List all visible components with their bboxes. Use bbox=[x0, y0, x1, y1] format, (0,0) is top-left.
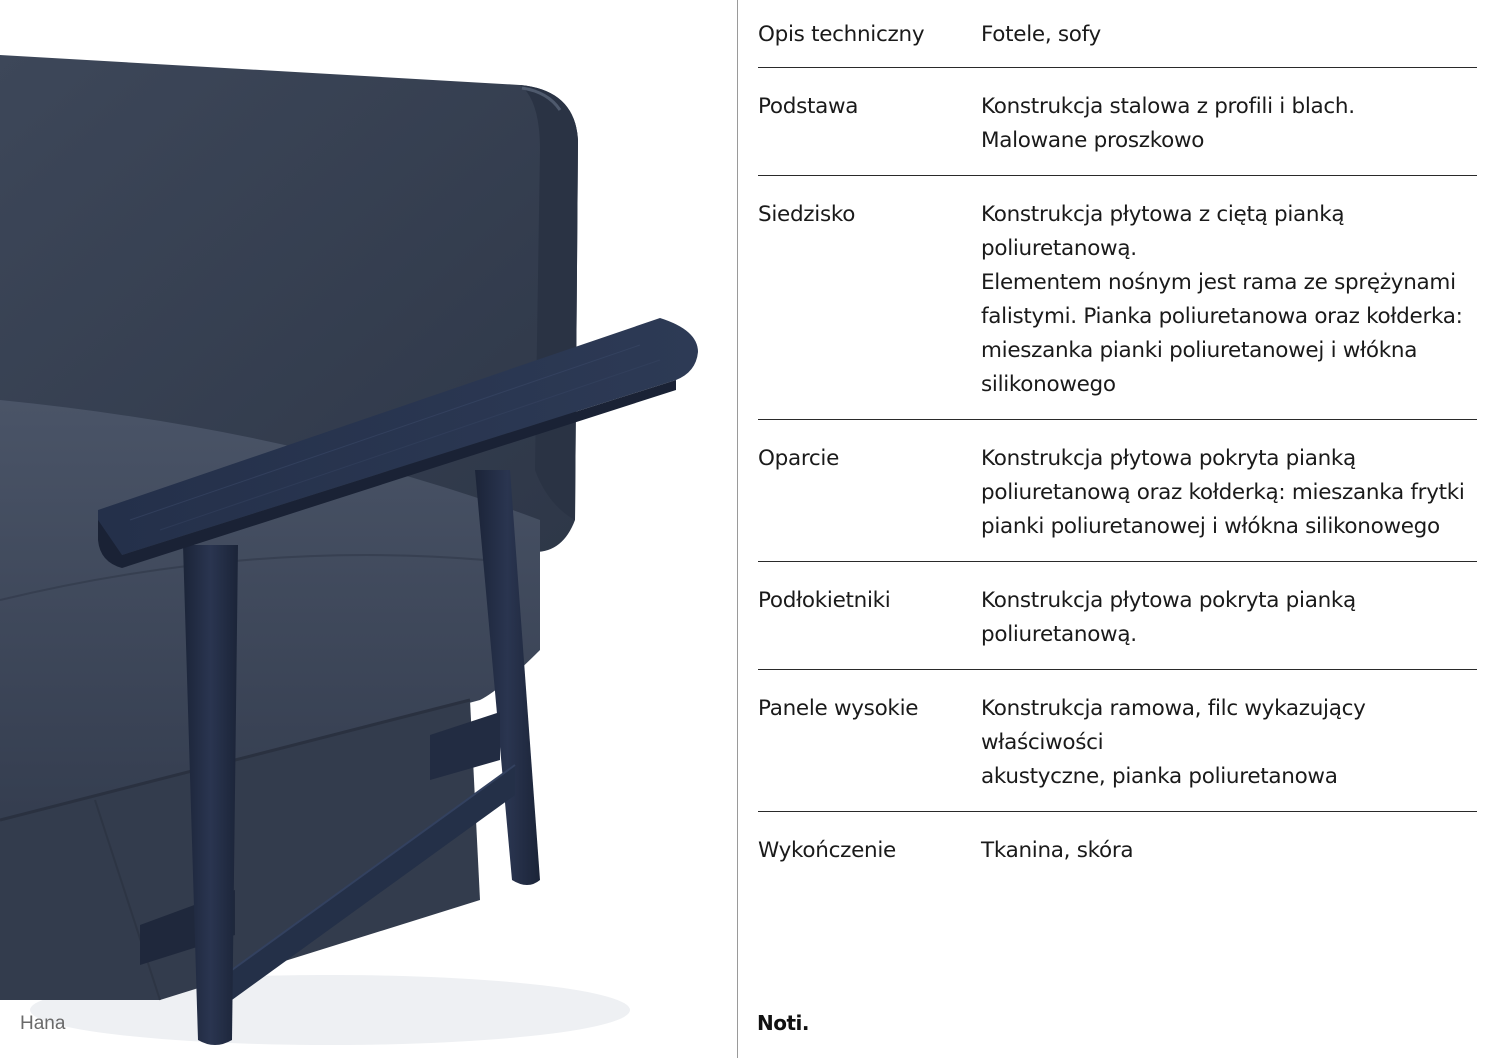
spec-row-wykonczenie bbox=[758, 812, 1477, 885]
product-photo bbox=[0, 0, 737, 1058]
spec-row-oparcie bbox=[758, 420, 1477, 562]
spec-row-panele bbox=[758, 670, 1477, 812]
spec-value: Konstrukcja stalowa z profili i blach. Malowane proszkowo bbox=[981, 94, 1355, 153]
spec-label: Wykończenie bbox=[758, 838, 896, 863]
spec-value: Fotele, sofy bbox=[981, 22, 1101, 47]
spec-row-opis bbox=[758, 0, 1477, 68]
spec-label: Panele wysokie bbox=[758, 696, 919, 721]
product-name-caption: Hana bbox=[20, 1013, 66, 1034]
spec-label: Oparcie bbox=[758, 446, 840, 471]
spec-value: Tkanina, skóra bbox=[981, 838, 1134, 863]
spec-value: Konstrukcja płytowa pokryta pianką poliuretanową oraz kołderką: mieszanka frytki pianki poliuretanowej i włókna silikonowego bbox=[981, 446, 1465, 539]
spec-value: Konstrukcja ramowa, filc wykazujący właściwości akustyczne, pianka poliuretanowa bbox=[981, 696, 1366, 789]
spec-value: Konstrukcja płytowa pokryta pianką poliuretanową. bbox=[981, 588, 1356, 647]
technical-spec-table bbox=[758, 0, 1477, 885]
spec-value: Konstrukcja płytowa z ciętą pianką poliuretanową. Elementem nośnym jest rama ze sprężynami falistymi. Pianka poliuretanowa oraz kołderka: mieszanka pianki poliuretanowej i włókna silikonowego bbox=[981, 202, 1463, 397]
spec-label: Podstawa bbox=[758, 94, 859, 119]
spec-label: Siedzisko bbox=[758, 202, 856, 227]
spec-row-podstawa bbox=[758, 68, 1477, 176]
spec-row-podlokietniki bbox=[758, 562, 1477, 670]
page-divider bbox=[737, 0, 738, 1058]
spec-label: Podłokietniki bbox=[758, 588, 891, 613]
spec-row-siedzisko bbox=[758, 176, 1477, 420]
armchair-illustration bbox=[0, 0, 737, 1058]
spec-label: Opis techniczny bbox=[758, 22, 925, 47]
brand-logo: Noti. bbox=[757, 1011, 809, 1035]
